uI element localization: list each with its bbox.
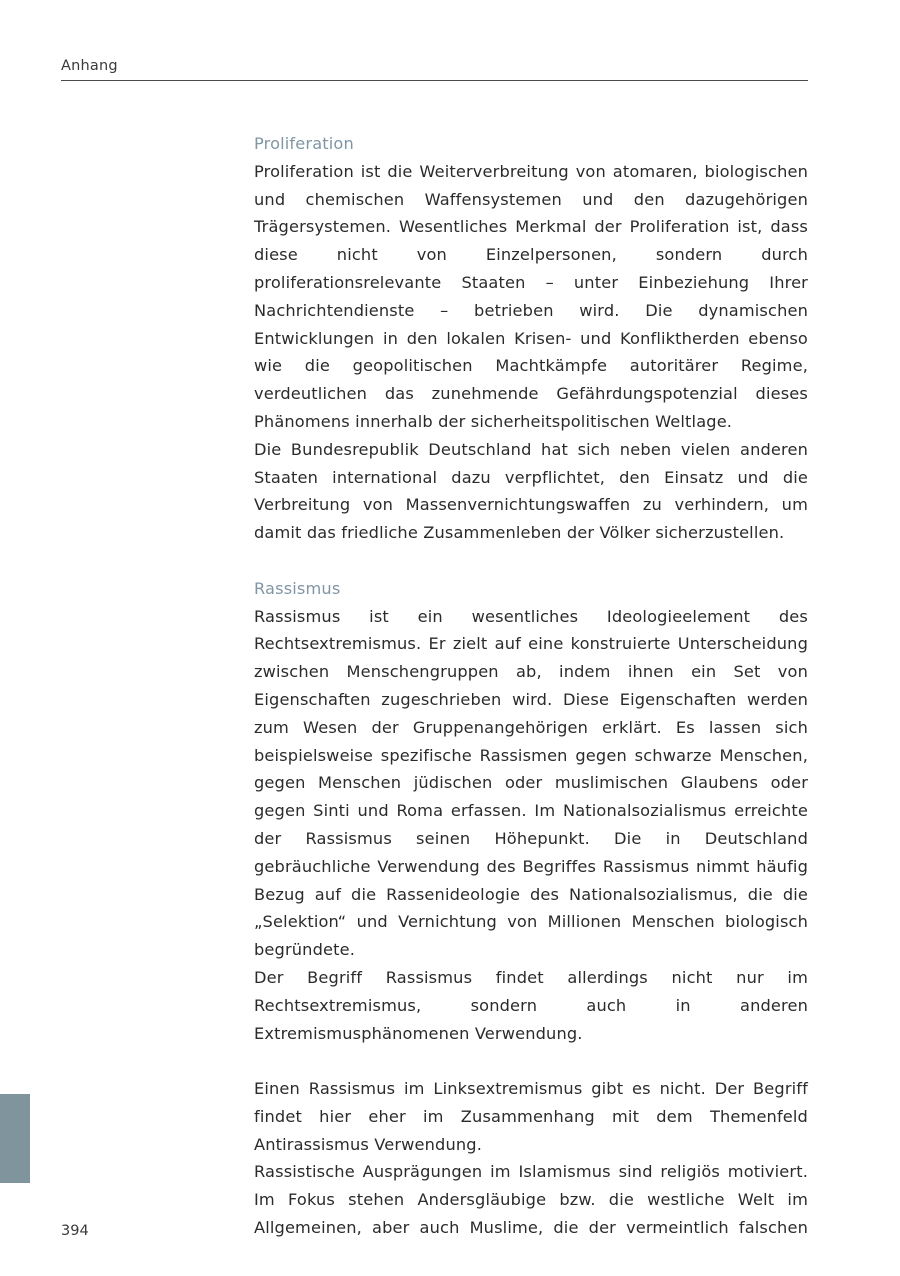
paragraph-spacer [254, 1047, 808, 1075]
paragraph: Die Bundesrepublik Deutschland hat sich neben vielen anderen Staaten international dazu verpflichtet, den Einsatz und die Verbreitung von Massenvernichtungswaffen zu verhindern, um damit das friedliche Zusammenleben der Völker sicherzustellen. [254, 439, 808, 543]
paragraph: Proliferation ist die Weiterverbreitung von atomaren, biologischen und chemischen Waffensystemen und den dazugehörigen Trägersystemen. Wesentliches Merkmal der Proliferation ist, dass diese nicht von Einzelpersonen, sondern durch proliferationsrelevante Staaten – unter Einbeziehung Ihrer Nachrichtendienste – betrieben wird. Die dynamischen Entwicklungen in den lokalen Krisen- und Konfliktherden ebenso wie die geopolitischen Machtkämpfe autoritärer Regime, verdeutlichen das zunehmende Gefährdungspotenzial dieses Phänomens innerhalb der sicherheitspolitischen Weltlage. [254, 161, 808, 431]
paragraph: Einen Rassismus im Linksextremismus gibt es nicht. Der Begriff findet hier eher im Zusammenhang mit dem Themenfeld Antirassismus Verwendung. [254, 1079, 808, 1154]
running-header: Anhang [61, 58, 118, 74]
section-heading-rassismus: Rassismus [254, 578, 341, 598]
main-content [254, 130, 808, 1242]
header-divider [61, 80, 808, 81]
paragraph: Rassismus ist ein wesentliches Ideologieelement des Rechtsextremismus. Er zielt auf eine konstruierte Unterscheidung zwischen Menschengruppen ab, indem ihnen ein Set von Eigenschaften zugeschrieben wird. Diese Eigenschaften werden zum Wesen der Gruppenangehörigen erklärt. Es lassen sich beispielsweise spezifische Rassismen gegen schwarze Menschen, gegen Menschen jüdischen oder muslimischen Glaubens oder gegen Sinti und Roma erfassen. Im Nationalsozialismus erreichte der Rassismus seinen Höhepunkt. Die in Deutschland gebräuchliche Verwendung des Begriffes Rassismus nimmt häufig Bezug auf die Rassenideologie des Nationalsozialismus, die die „Selektion“ und Vernichtung von Millionen Menschen biologisch begründete. [254, 606, 808, 960]
chapter-side-tab [0, 1094, 30, 1183]
section-heading-proliferation: Proliferation [254, 134, 354, 153]
paragraph-continued: Rassistische Ausprägungen im Islamismus sind religiös motiviert. Im Fokus stehen Andersgläubige bzw. die westliche Welt im Allgemeinen, aber auch Muslime, die der vermeintlich falschen [254, 1162, 808, 1238]
section-spacer [254, 547, 808, 575]
paragraph: Der Begriff Rassismus findet allerdings nicht nur im Rechtsextremismus, sondern auch in anderen Extremismusphänomenen Verwendung. [254, 967, 808, 1043]
page-number: 394 [61, 1223, 89, 1239]
